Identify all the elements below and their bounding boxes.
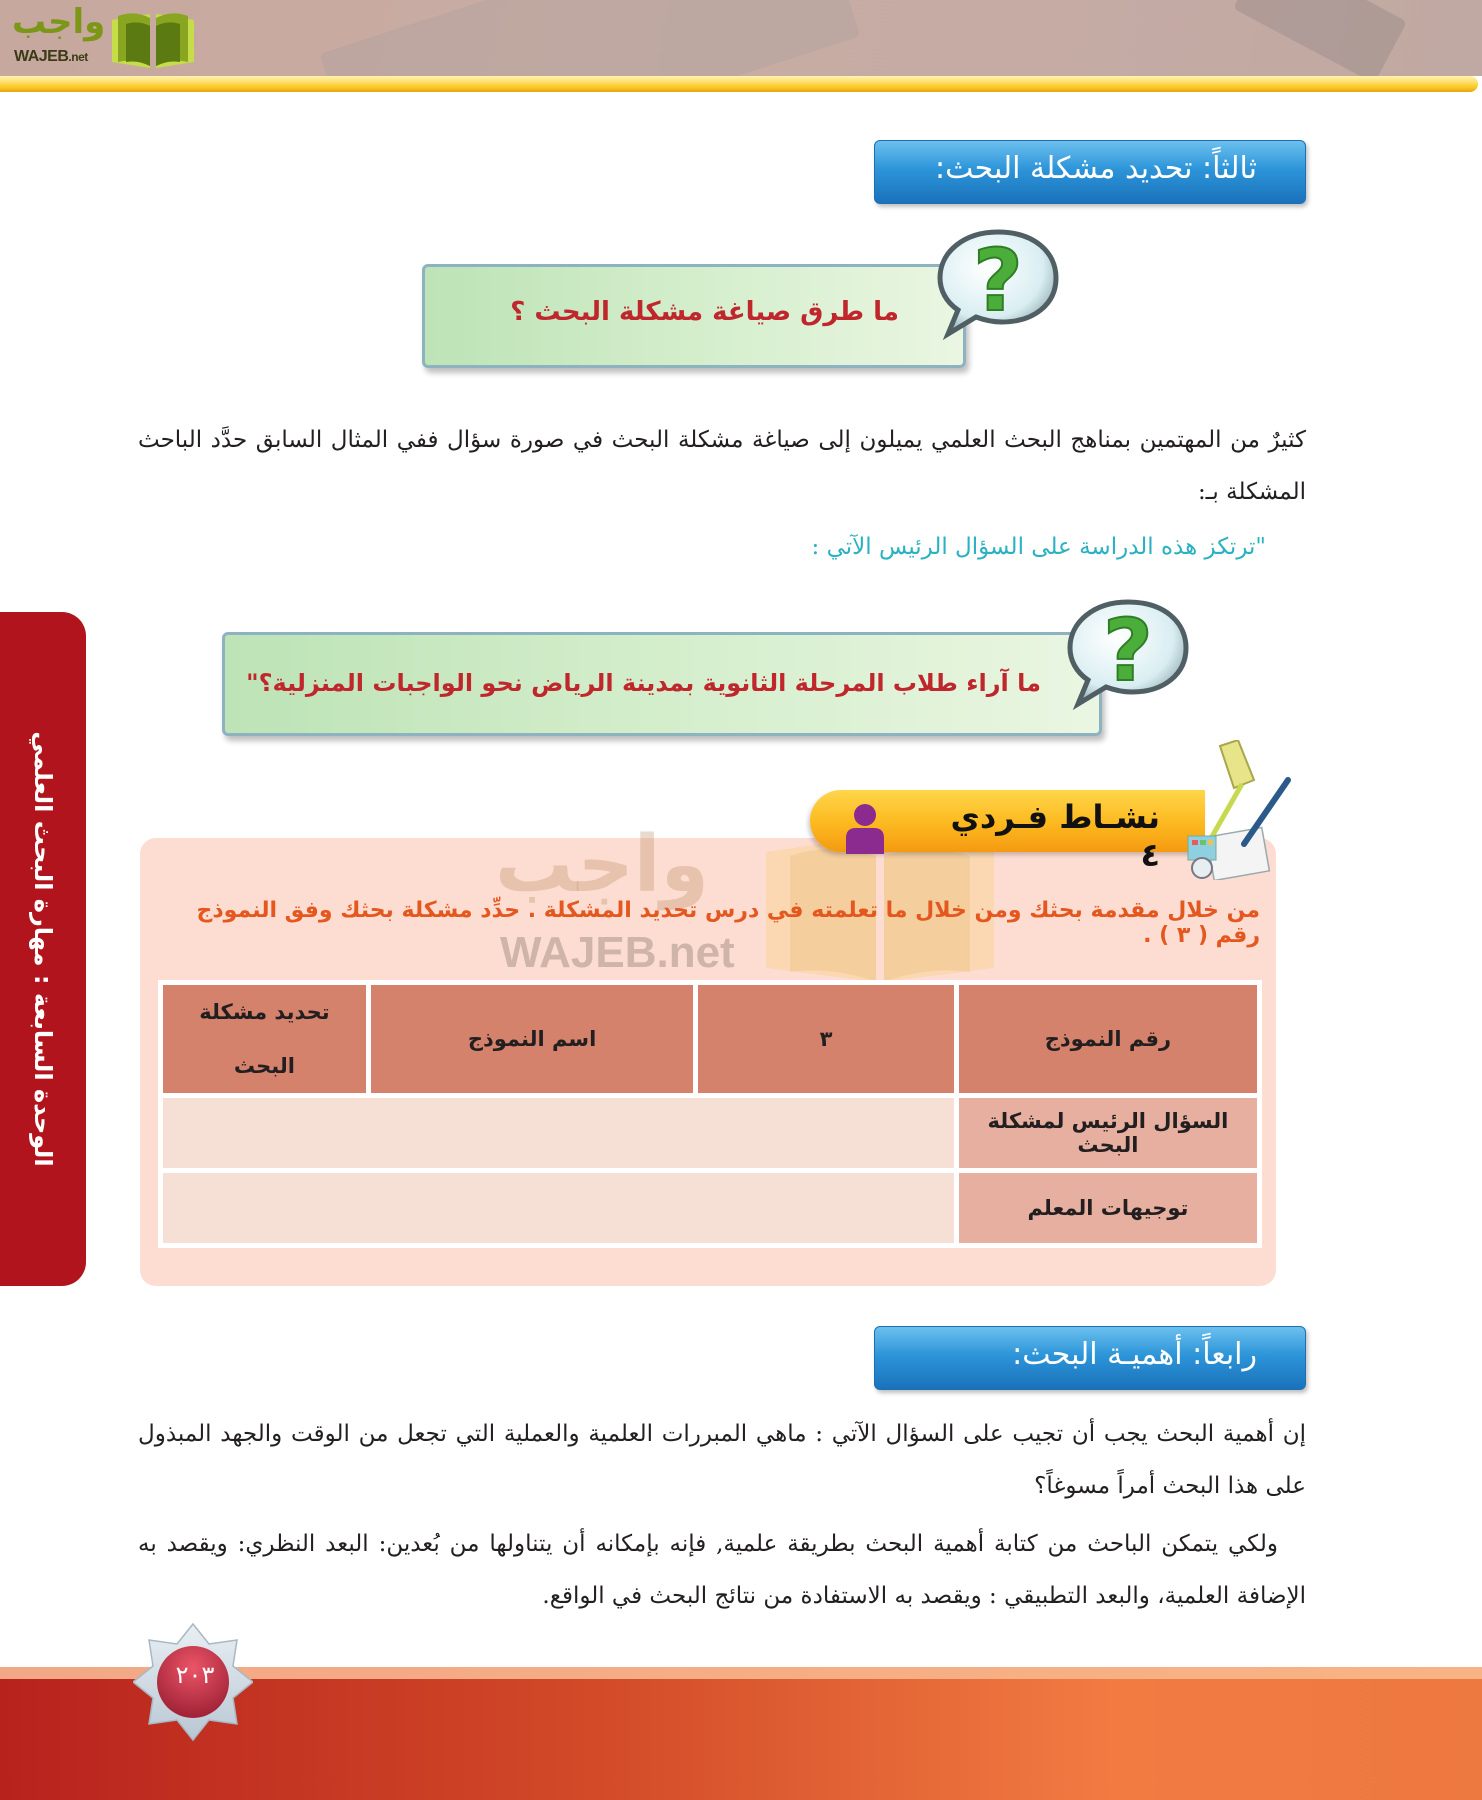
desk-lamp-illustration-icon [1180, 740, 1300, 880]
unit-title: الوحدة السابعة : مهارة البحث العلمي [29, 731, 57, 1167]
importance-paragraph-1: إن أهمية البحث يجب أن تجيب على السؤال الآتي : ماهي المبررات العلمية والعملية التي تجعل من الوقت والجهد المبذول على هذا البحث أمراً مسوغاً؟ [138, 1421, 1306, 1499]
section-heading-importance: رابعاً: أهميـة البحث: [874, 1326, 1306, 1390]
intro-paragraph: كثيرٌ من المهتمين بمناهج البحث العلمي يميلون إلى صياغة مشكلة البحث في صورة سؤال ففي المثال السابق حدَّد الباحث المشكلة بـ: [138, 427, 1306, 505]
person-icon [842, 802, 888, 854]
example-question-box [222, 632, 1102, 736]
form-name-label: اسم النموذج [371, 985, 693, 1093]
teacher-notes-field[interactable] [163, 1173, 954, 1243]
logo-arabic-text: واجب [12, 2, 106, 42]
unit-side-tab [0, 612, 86, 1286]
question-box [422, 264, 966, 368]
logo-latin-text: WAJEB.net [14, 48, 88, 65]
watermark-latin: WAJEB.net [500, 928, 735, 977]
table-header-row [163, 985, 1257, 1093]
svg-text:?: ? [1103, 601, 1153, 701]
header-decoration [320, 0, 861, 76]
importance-paragraph-2: ولكي يتمكن الباحث من كتابة أهمية البحث بطريقة علمية, فإنه بإمكانه أن يتناولها من بُعدين: البعد النظري: ويقصد به الإضافة العلمية، والبعد التطبيقي : ويقصد به الاستفادة من نتائج البحث في الواقع. [138, 1531, 1306, 1609]
main-question-label: السؤال الرئيس لمشكلة البحث [959, 1098, 1257, 1168]
open-book-icon [108, 10, 198, 70]
teacher-notes-label: توجيهات المعلم [959, 1173, 1257, 1243]
form-name-value: تحديد مشكلة البحث [163, 985, 366, 1093]
wajeb-logo[interactable] [10, 2, 190, 66]
header-decoration [1233, 0, 1407, 76]
header-band [0, 0, 1482, 76]
table-row [163, 1098, 1257, 1168]
research-problem-form [158, 980, 1262, 1248]
header-stripe [0, 76, 1478, 92]
question-mark-bubble-icon [934, 224, 1062, 340]
form-number-value: ٣ [698, 985, 954, 1093]
question-text: ما طرق صياغة مشكلة البحث ؟ [510, 297, 899, 327]
question-mark-bubble-icon [1064, 594, 1192, 710]
watermark-arabic: واجب [495, 820, 710, 910]
section-heading-problem: ثالثاً: تحديد مشكلة البحث: [874, 140, 1306, 204]
form-number-label: رقم النموذج [959, 985, 1257, 1093]
example-question-text: ما آراء طلاب المرحلة الثانوية بمدينة الرياض نحو الواجبات المنزلية؟" [246, 669, 1041, 697]
main-question-field[interactable] [163, 1098, 954, 1168]
table-row [163, 1173, 1257, 1243]
quote-line: "ترتكز هذه الدراسة على السؤال الرئيس الآتي : [811, 534, 1266, 560]
page-number: ٢٠٣ [175, 1661, 215, 1689]
activity-instruction: من خلال مقدمة بحثك ومن خلال ما تعلمته في درس تحديد المشكلة . حدِّد مشكلة بحثك وفق النموذج رقم ( ٣ ) . [196, 898, 1260, 948]
svg-text:?: ? [973, 231, 1023, 331]
activity-title: نشـاط فـردي ٤ [950, 798, 1160, 874]
